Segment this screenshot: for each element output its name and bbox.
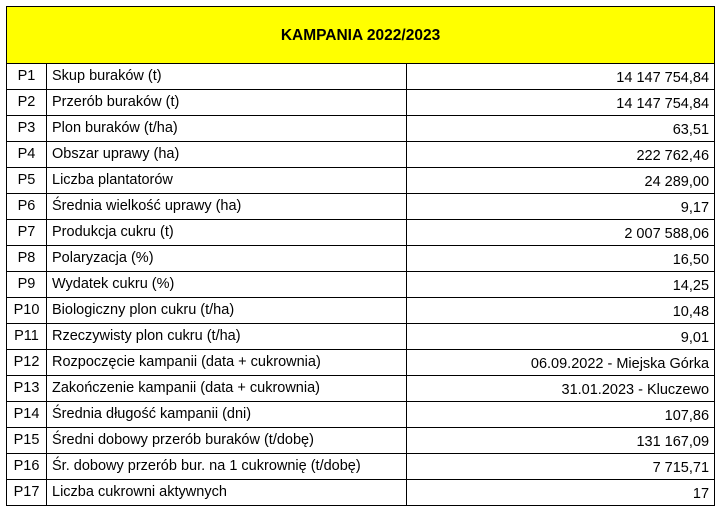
row-value-cell: 222 762,46 (407, 142, 715, 168)
table-row (7, 168, 715, 194)
table-row (7, 90, 715, 116)
row-value-cell: 9,17 (407, 194, 715, 220)
table-row (7, 116, 715, 142)
row-value-cell: 131 167,09 (407, 428, 715, 454)
row-value-cell: 24 289,00 (407, 168, 715, 194)
row-label-cell: Polaryzacja (%) (47, 246, 407, 272)
table-row (7, 246, 715, 272)
row-label-cell: Średnia długość kampanii (dni) (47, 402, 407, 428)
table-row (7, 194, 715, 220)
row-value-cell: 9,01 (407, 324, 715, 350)
table-row (7, 324, 715, 350)
row-label-cell: Liczba plantatorów (47, 168, 407, 194)
row-label-cell: Zakończenie kampanii (data + cukrownia) (47, 376, 407, 402)
row-label-cell: Plon buraków (t/ha) (47, 116, 407, 142)
row-label-cell: Produkcja cukru (t) (47, 220, 407, 246)
table-row (7, 142, 715, 168)
campaign-table (6, 6, 715, 506)
row-value-cell: 31.01.2023 - Kluczewo (407, 376, 715, 402)
row-code-cell: P14 (7, 402, 47, 428)
row-code-cell: P9 (7, 272, 47, 298)
campaign-sheet (6, 6, 714, 506)
row-value-cell: 10,48 (407, 298, 715, 324)
row-code-cell: P13 (7, 376, 47, 402)
table-title: KAMPANIA 2022/2023 (7, 7, 715, 64)
row-label-cell: Liczba cukrowni aktywnych (47, 480, 407, 506)
row-value-cell: 14 147 754,84 (407, 64, 715, 90)
row-code-cell: P15 (7, 428, 47, 454)
row-value-cell: 2 007 588,06 (407, 220, 715, 246)
row-code-cell: P2 (7, 90, 47, 116)
table-row (7, 480, 715, 506)
row-label-cell: Śr. dobowy przerób bur. na 1 cukrownię (t/dobę) (47, 454, 407, 480)
row-code-cell: P16 (7, 454, 47, 480)
row-code-cell: P1 (7, 64, 47, 90)
row-code-cell: P11 (7, 324, 47, 350)
row-code-cell: P10 (7, 298, 47, 324)
row-value-cell: 63,51 (407, 116, 715, 142)
row-value-cell: 14 147 754,84 (407, 90, 715, 116)
row-value-cell: 06.09.2022 - Miejska Górka (407, 350, 715, 376)
row-code-cell: P5 (7, 168, 47, 194)
row-value-cell: 7 715,71 (407, 454, 715, 480)
table-row (7, 298, 715, 324)
table-row (7, 428, 715, 454)
table-row (7, 350, 715, 376)
table-row (7, 454, 715, 480)
row-value-cell: 107,86 (407, 402, 715, 428)
table-row (7, 64, 715, 90)
row-code-cell: P3 (7, 116, 47, 142)
row-label-cell: Rzeczywisty plon cukru (t/ha) (47, 324, 407, 350)
table-row (7, 272, 715, 298)
row-value-cell: 17 (407, 480, 715, 506)
row-label-cell: Obszar uprawy (ha) (47, 142, 407, 168)
row-code-cell: P4 (7, 142, 47, 168)
row-label-cell: Średnia wielkość uprawy (ha) (47, 194, 407, 220)
table-row (7, 220, 715, 246)
row-label-cell: Przerób buraków (t) (47, 90, 407, 116)
row-code-cell: P6 (7, 194, 47, 220)
row-value-cell: 14,25 (407, 272, 715, 298)
table-row (7, 376, 715, 402)
row-label-cell: Średni dobowy przerób buraków (t/dobę) (47, 428, 407, 454)
row-code-cell: P12 (7, 350, 47, 376)
row-code-cell: P17 (7, 480, 47, 506)
row-value-cell: 16,50 (407, 246, 715, 272)
table-header-row (7, 7, 715, 64)
row-label-cell: Rozpoczęcie kampanii (data + cukrownia) (47, 350, 407, 376)
row-label-cell: Skup buraków (t) (47, 64, 407, 90)
row-label-cell: Wydatek cukru (%) (47, 272, 407, 298)
row-code-cell: P8 (7, 246, 47, 272)
row-code-cell: P7 (7, 220, 47, 246)
table-row (7, 402, 715, 428)
row-label-cell: Biologiczny plon cukru (t/ha) (47, 298, 407, 324)
